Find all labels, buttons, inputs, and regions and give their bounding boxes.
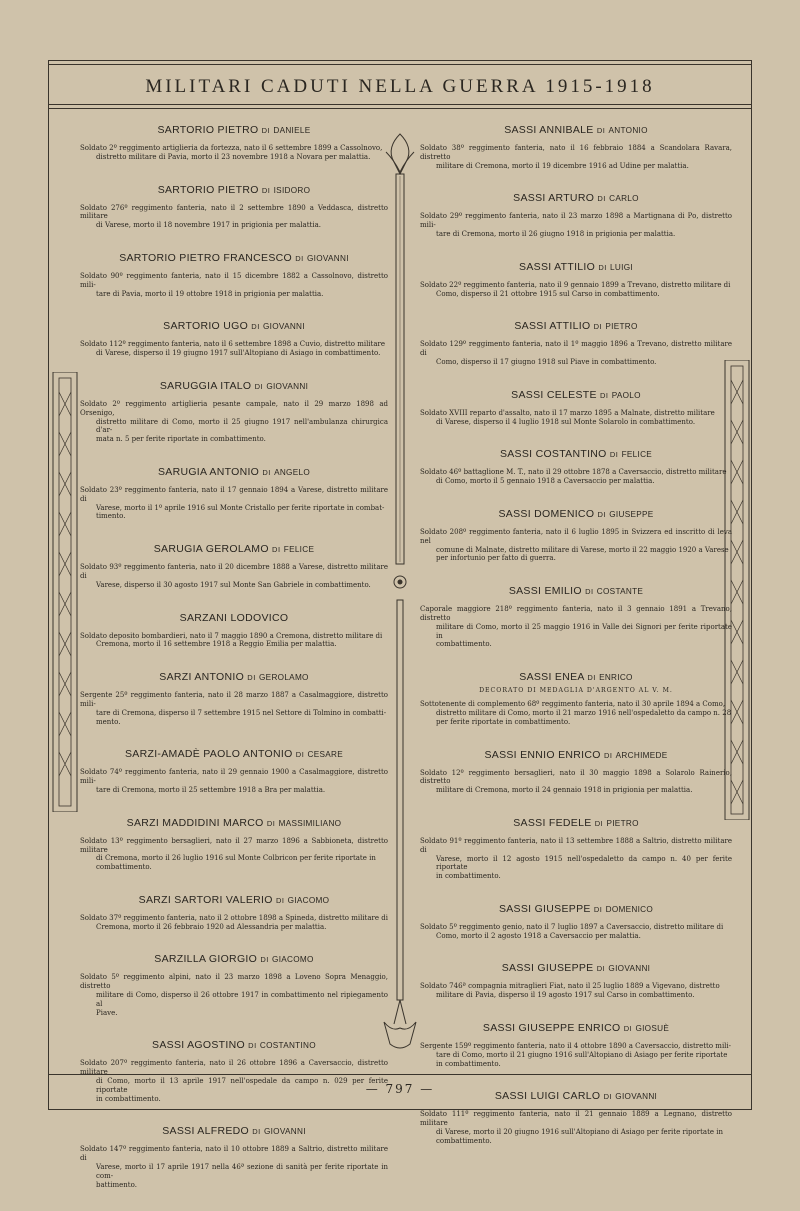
surname: SARZI SARTORI VALERIO	[138, 893, 273, 906]
casualty-entry	[420, 508, 732, 563]
description-line: Soldato 147º reggimento fanteria, nato il 10 ottobre 1889 a Saltrio, distretto militare di	[80, 1145, 388, 1163]
casualty-name	[420, 749, 732, 761]
surname: SARZI-AMADÈ PAOLO ANTONIO	[125, 748, 293, 761]
description-line: Soldato 2º reggimento artiglieria da fortezza, nato il 6 settembre 1899 a Cassolnovo,	[80, 144, 383, 152]
casualty-name	[420, 817, 732, 829]
patronymic-prefix: DI	[295, 750, 305, 760]
description-line: mento.	[96, 717, 121, 726]
father-name: GIUSEPPE	[609, 509, 654, 519]
casualty-entry	[80, 380, 388, 444]
casualty-entry	[80, 894, 388, 932]
description-line: Soldato 22º reggimento fanteria, nato il 9 gennaio 1899 a Trevano, distretto militare di	[420, 280, 731, 289]
patronymic-prefix: DI	[262, 467, 271, 477]
casualty-entry	[80, 252, 388, 298]
patronymic-prefix: DI	[248, 1041, 257, 1051]
surname: SASSI ENNIO ENRICO	[484, 748, 601, 761]
surname: SASSI EMILIO	[508, 585, 582, 598]
surname: SARZANI LODOVICO	[179, 611, 289, 624]
patronymic-prefix: DI	[252, 1127, 261, 1137]
description-line: Soldato 37º reggimento fanteria, nato il 2 ottobre 1898 a Spineda, distretto militare di	[80, 913, 388, 922]
description-line: Sergente 159º reggimento fanteria, nato il 4 ottobre 1890 a Caversaccio, distretto mili-	[420, 1042, 732, 1051]
description-line: Como, disperso il 17 giugno 1918 sul Piave in combattimento.	[436, 357, 657, 366]
patronymic-prefix: DI	[266, 818, 276, 828]
description-line: Varese, morto il 1º aprile 1916 sul Monte Cristallo per ferite riportate in combat-	[96, 503, 385, 512]
patronymic-prefix: DI	[609, 450, 619, 460]
description-line: Soldato 46º battaglione M. T., nato il 29 ottobre 1878 a Caversaccio, distretto militare	[420, 468, 727, 477]
casualty-entry	[420, 389, 732, 427]
patronymic-prefix: DI	[603, 1092, 613, 1102]
footer-rule	[48, 1074, 752, 1075]
description-line: Soldato 276º reggimento fanteria, nato il 2 settembre 1890 a Veddasca, distretto militare	[80, 203, 388, 221]
patronymic-prefix: DI	[600, 390, 609, 400]
surname: SARUGIA ANTONIO	[157, 465, 260, 478]
father-name: CARLO	[609, 194, 639, 204]
page-number: — 797 —	[365, 1082, 435, 1096]
casualty-name	[80, 671, 388, 683]
casualty-description	[80, 1145, 388, 1189]
description-line: distretto militare di Como, morto il 21 marzo 1916 nell'ospedaletto da campo n. 28	[436, 708, 732, 717]
casualty-entry	[80, 466, 388, 521]
casualty-name	[80, 748, 388, 760]
surname: SARTORIO PIETRO	[157, 183, 259, 196]
description-line: combattimento.	[96, 863, 152, 872]
casualty-name	[420, 261, 732, 273]
father-name: ISIDORO	[273, 185, 311, 195]
description-line: per infortunio per fatto di guerra.	[436, 554, 556, 563]
description-line: Varese, disperso il 30 agosto 1917 sul Monte San Gabriele in combattimento.	[96, 580, 371, 589]
father-name: FELICE	[283, 545, 315, 555]
casualty-name	[420, 389, 732, 401]
father-name: GIACOMO	[272, 955, 314, 965]
description-line: Soldato 5º reggimento genio, nato il 7 luglio 1897 a Caversaccio, distretto militare di	[420, 922, 724, 931]
casualty-entry	[420, 671, 732, 726]
surname: SASSI GIUSEPPE	[501, 962, 594, 975]
casualty-entry	[80, 671, 388, 726]
casualty-name	[80, 124, 388, 136]
casualty-description	[420, 982, 732, 1000]
description-line: combattimento.	[436, 1136, 492, 1145]
surname: SASSI ANNIBALE	[504, 124, 594, 136]
father-name: CESARE	[307, 750, 343, 760]
description-line: per ferite riportate in combattimento.	[436, 717, 571, 726]
surname: SASSI LUIGI CARLO	[494, 1090, 601, 1103]
description-line: Soldato 207º reggimento fanteria, nato il 26 ottobre 1896 a Caversaccio, distretto militare	[80, 1059, 388, 1077]
description-line: Varese, morto il 17 aprile 1917 nella 46ª sezione di sanità per ferite riportate in com-	[96, 1163, 388, 1180]
father-name: ANGELO	[274, 467, 311, 477]
casualty-entry	[80, 124, 388, 162]
description-line: Soldato 13º reggimento bersaglieri, nato il 27 marzo 1896 a Sabbioneta, distretto militare	[80, 836, 388, 854]
casualty-entry	[420, 124, 732, 170]
surname: SARTORIO PIETRO FRANCESCO	[119, 251, 293, 264]
description-line: militare di Cremona, morto il 19 dicembre 1916 ad Udine per malattia.	[436, 161, 689, 170]
patronymic-prefix: DI	[593, 322, 603, 332]
description-line: battimento.	[96, 1180, 137, 1189]
casualty-description	[80, 272, 388, 298]
description-line: combattimento.	[436, 640, 492, 649]
casualty-name	[80, 894, 388, 906]
father-name: ARCHIMEDE	[615, 750, 668, 760]
patronymic-prefix: DI	[623, 1024, 633, 1034]
casualty-description	[80, 486, 388, 521]
description-line: Soldato 74º reggimento fanteria, nato il 29 gennaio 1900 a Casalmaggiore, distretto mili-	[80, 768, 388, 786]
casualty-description	[420, 144, 732, 170]
casualty-name	[80, 380, 388, 392]
patronymic-prefix: DI	[295, 253, 304, 263]
casualty-entry	[80, 543, 388, 589]
casualty-name	[420, 508, 732, 520]
left-column	[80, 124, 388, 1211]
casualty-name	[80, 252, 388, 264]
title-rule	[48, 64, 752, 65]
description-line: Soldato 746ª compagnia mitraglieri Fiat, nato il 25 luglio 1889 a Vigevano, distretto	[420, 982, 720, 991]
casualty-description	[80, 837, 388, 872]
casualty-name	[420, 671, 732, 683]
description-line: in combattimento.	[436, 1059, 501, 1068]
casualty-description	[420, 468, 732, 486]
casualty-description	[420, 1110, 732, 1145]
casualty-description	[420, 409, 732, 427]
casualty-name	[420, 124, 732, 136]
casualty-name	[420, 962, 732, 974]
description-line: tare di Cremona, disperso il 7 settembre 1915 nel Settore di Tolmino in combatti-	[96, 708, 387, 717]
surname: SASSI ATTILIO	[514, 320, 591, 333]
description-line: tare di Cremona, morto il 26 giugno 1918 in prigionia per malattia.	[436, 229, 676, 238]
casualty-entry	[80, 184, 388, 230]
description-line: Soldato XVIII reparto d'assalto, nato il 17 marzo 1895 a Malnate, distretto militare	[420, 408, 715, 417]
casualty-entry	[420, 749, 732, 795]
father-name: COSTANTINO	[259, 1041, 316, 1051]
surname: SARTORIO UGO	[163, 320, 249, 333]
casualty-entry	[420, 962, 732, 1000]
description-line: distretto militare di Pavia, morto il 23 novembre 1918 a Novara per malattia.	[96, 152, 371, 161]
surname: SASSI ARTURO	[513, 192, 595, 205]
father-name: GIOVANNI	[263, 1127, 306, 1137]
casualty-entry	[80, 953, 388, 1017]
description-line: militare di Como, disperso il 26 ottobre 1917 in combattimento nel ripiegamento al	[96, 991, 388, 1008]
right-column	[420, 124, 732, 1168]
surname: SASSI ALFREDO	[162, 1125, 249, 1138]
surname: SASSI GIUSEPPE ENRICO	[482, 1022, 621, 1035]
patronymic-prefix: DI	[597, 194, 606, 204]
description-line: Soldato 38º reggimento fanteria, nato il 16 febbraio 1884 a Scandolara Ravara, distretto	[420, 144, 732, 161]
casualty-description	[80, 204, 388, 230]
casualty-description	[80, 632, 388, 650]
description-line: Soldato 91º reggimento fanteria, nato il 13 settembre 1888 a Saltrio, distretto militare di	[420, 836, 732, 854]
casualty-name	[420, 192, 732, 204]
description-line: Soldato 112º reggimento fanteria, nato il 6 settembre 1898 a Cuvio, distretto militare	[80, 340, 386, 349]
casualty-entry	[80, 817, 388, 872]
description-line: Soldato 111º reggimento fanteria, nato il 21 gennaio 1889 a Legnano, distretto militare	[420, 1110, 732, 1128]
description-line: Soldato 2º reggimento artiglieria pesante campale, nato il 29 marzo 1898 ad Orsenigo,	[80, 399, 388, 417]
casualty-name	[80, 543, 388, 555]
surname: SARUGIA GEROLAMO	[153, 543, 269, 556]
father-name: MASSIMILIANO	[278, 818, 342, 828]
casualty-description	[420, 837, 732, 881]
casualty-name	[80, 320, 388, 332]
description-line: in combattimento.	[436, 872, 501, 881]
father-name: PIETRO	[606, 818, 639, 828]
patronymic-prefix: DI	[275, 895, 285, 905]
casualty-entry	[80, 1125, 388, 1189]
father-name: FELICE	[621, 450, 653, 460]
casualty-description	[420, 281, 732, 299]
surname: SASSI ATTILIO	[519, 260, 596, 273]
casualty-description	[80, 973, 388, 1017]
casualty-entry	[420, 817, 732, 881]
patronymic-prefix: DI	[261, 126, 271, 135]
patronymic-prefix: DI	[247, 673, 256, 683]
surname: SASSI CELESTE	[511, 388, 597, 401]
casualty-name	[420, 448, 732, 460]
father-name: LUIGI	[610, 262, 633, 272]
father-name: GIOVANNI	[615, 1092, 658, 1102]
casualty-description	[80, 914, 388, 932]
description-line: Soldato 29º reggimento fanteria, nato il 23 marzo 1898 a Martignana di Po, distretto mili-	[420, 212, 732, 230]
father-name: DOMENICO	[605, 904, 654, 914]
father-name: COSTANTE	[596, 587, 644, 597]
father-name: GIOVANNI	[266, 381, 309, 391]
patronymic-prefix: DI	[254, 381, 264, 391]
casualty-entry	[420, 448, 732, 486]
description-line: tare di Cremona, morto il 25 settembre 1918 a Bra per malattia.	[96, 785, 326, 794]
page-title: MILITARI CADUTI NELLA GUERRA 1915-1918	[145, 76, 655, 97]
patronymic-prefix: DI	[603, 750, 613, 760]
father-name: PAOLO	[611, 390, 641, 400]
description-line: militare di Cremona, morto il 24 gennaio 1918 in prigionia per malattia.	[436, 786, 693, 795]
description-line: in combattimento.	[96, 1094, 161, 1103]
description-line: tare di Pavia, morto il 19 ottobre 1918 in prigionia per malattia.	[96, 289, 324, 298]
father-name: ANTONIO	[608, 126, 648, 135]
description-line: Soldato 208º reggimento fanteria, nato il 6 luglio 1895 in Svizzera ed inscritto di leva nel	[420, 527, 732, 545]
casualty-entry	[420, 1090, 732, 1145]
decoration-note: DECORATO DI MEDAGLIA D'ARGENTO AL V. M.	[479, 687, 673, 695]
surname: SARTORIO PIETRO	[157, 124, 259, 136]
casualty-description	[80, 768, 388, 794]
surname: SASSI AGOSTINO	[152, 1039, 245, 1052]
surname: SASSI GIUSEPPE	[498, 902, 591, 915]
casualty-name	[80, 184, 388, 196]
description-line: Soldato 129º reggimento fanteria, nato il 1º maggio 1896 a Trevano, distretto militare di	[420, 340, 732, 358]
casualty-entry	[80, 320, 388, 358]
patronymic-prefix: DI	[598, 262, 607, 272]
casualty-description	[420, 605, 732, 649]
surname: SARZILLA GIORGIO	[154, 953, 258, 966]
casualty-description	[80, 563, 388, 589]
patronymic-prefix: DI	[261, 185, 271, 195]
surname: SASSI DOMENICO	[498, 507, 595, 520]
patronymic-prefix: DI	[587, 673, 596, 683]
title-rule	[48, 108, 752, 109]
patronymic-prefix: DI	[596, 964, 606, 974]
father-name: DANIELE	[273, 126, 311, 135]
surname: SARUGGIA ITALO	[159, 379, 252, 392]
description-line: di Varese, morto il 20 giugno 1916 sull'Altopiano di Asiago per ferite riportate in	[436, 1128, 724, 1137]
father-name: GIOVANNI	[608, 964, 651, 974]
side-column-ornament	[51, 372, 79, 812]
description-line: mata n. 5 per ferite riportate in combattimento.	[96, 435, 266, 444]
casualty-entry	[80, 748, 388, 794]
casualty-description	[80, 340, 388, 358]
description-line: di Varese, disperso il 4 luglio 1918 sul Monte Solarolo in combattimento.	[436, 417, 696, 426]
description-line: Cremona, morto il 26 febbraio 1920 ad Alessandria per malattia.	[96, 922, 327, 931]
description-line: Piave.	[96, 1008, 118, 1017]
casualty-entry	[420, 261, 732, 299]
casualty-description	[80, 400, 388, 444]
father-name: GEROLAMO	[259, 673, 309, 683]
casualty-description	[80, 144, 388, 162]
description-line: militare di Como, morto il 25 maggio 1916 in Valle dei Signori per ferite riportate in	[436, 622, 732, 640]
surname: SASSI COSTANTINO	[499, 448, 607, 461]
patronymic-prefix: DI	[597, 509, 607, 519]
casualty-description	[420, 528, 732, 563]
description-line: distretto militare di Como, morto il 25 giugno 1917 nell'ambulanza chirurgica d'ar-	[96, 417, 388, 435]
casualty-entry	[420, 585, 732, 649]
casualty-name	[80, 1039, 388, 1051]
description-line: di Varese, morto il 18 novembre 1917 in prigionia per malattia.	[96, 221, 321, 230]
description-line: Sergente 25º reggimento fanteria, nato il 28 marzo 1887 a Casalmaggiore, distretto mili-	[80, 691, 388, 708]
surname: SASSI ENEA	[519, 671, 585, 684]
casualty-entry	[420, 1022, 732, 1068]
description-line: timento.	[96, 512, 126, 521]
father-name: GIOVANNI	[263, 322, 305, 332]
description-line: di Como, morto il 5 gennaio 1918 a Caversaccio per malattia.	[436, 477, 655, 486]
casualty-description	[420, 923, 732, 941]
casualty-name	[80, 612, 388, 624]
surname: SARZI MADDIDINI MARCO	[126, 816, 264, 829]
description-line: militare di Pavia, disperso il 19 agosto 1917 sul Carso in combattimento.	[436, 991, 695, 1000]
casualty-name	[420, 585, 732, 597]
father-name: ENRICO	[599, 673, 633, 683]
casualty-name	[420, 1022, 732, 1034]
casualty-description	[420, 769, 732, 795]
description-line: Soldato 23º reggimento fanteria, nato il 17 gennaio 1894 a Varese, distretto militare di	[80, 485, 388, 503]
description-line: tare di Como, morto il 21 giugno 1916 sull'Altopiano di Asiago per ferite riportate	[436, 1050, 728, 1059]
casualty-description	[420, 212, 732, 238]
surname: SARZI ANTONIO	[159, 671, 245, 684]
description-line: Soldato 5º reggimento alpini, nato il 23 marzo 1898 a Loveno Sopra Menaggio, distretto	[80, 973, 388, 991]
casualty-name	[420, 320, 732, 332]
description-line: di Como, morto il 13 aprile 1917 nell'ospedale da campo n. 029 per ferite riportate	[96, 1077, 388, 1094]
casualty-name	[80, 817, 388, 829]
description-line: Soldato 12º reggimento bersaglieri, nato il 30 maggio 1898 a Solarolo Rainerio, distretto	[420, 768, 732, 786]
casualty-name	[80, 953, 388, 965]
casualty-entry	[420, 903, 732, 941]
patronymic-prefix: DI	[596, 126, 606, 135]
description-line: di Cremona, morto il 26 luglio 1916 sul Monte Colbricon per ferite riportate in	[96, 854, 376, 863]
casualty-description	[420, 340, 732, 366]
father-name: GIACOMO	[287, 895, 330, 905]
patronymic-prefix: DI	[260, 955, 269, 965]
casualty-entry	[420, 192, 732, 238]
description-line: Soldato 90º reggimento fanteria, nato il 15 dicembre 1882 a Cassolnovo, distretto mili-	[80, 271, 388, 289]
description-line: di Varese, disperso il 19 giugno 1917 sull'Altopiano di Asiago in combattimento.	[96, 349, 381, 358]
casualty-description	[420, 1042, 732, 1068]
description-line: Como, morto il 2 agosto 1918 a Caversaccio per malattia.	[436, 931, 641, 940]
patronymic-prefix: DI	[594, 818, 604, 828]
description-line: comune di Malnate, distretto militare di Varese, morto il 22 maggio 1920 a Varese	[436, 545, 729, 554]
casualty-description	[80, 691, 388, 726]
father-name: GIOVANNI	[306, 253, 349, 263]
title-rule	[48, 104, 752, 105]
description-line: Sottotenente di complemento 68º reggimento fanteria, nato il 30 aprile 1894 a Como,	[420, 700, 726, 709]
casualty-description	[420, 700, 732, 726]
patronymic-prefix: DI	[272, 545, 281, 555]
patronymic-prefix: DI	[593, 904, 603, 914]
casualty-name	[80, 1125, 388, 1137]
surname: SASSI FEDELE	[513, 816, 592, 829]
description-line: Varese, morto il 12 agosto 1915 nell'ospedaletto da campo n. 40 per ferite riportate	[436, 854, 732, 872]
description-line: Soldato deposito bombardieri, nato il 7 maggio 1890 a Cremona, distretto militare di	[80, 631, 383, 640]
description-line: Caporale maggiore 218º reggimento fanteria, nato il 3 gennaio 1891 a Trevano, distretto	[420, 605, 732, 622]
description-line: Como, disperso il 21 ottobre 1915 sul Carso in combattimento.	[436, 289, 660, 298]
patronymic-prefix: DI	[251, 322, 260, 332]
description-line: Soldato 93º reggimento fanteria, nato il 20 dicembre 1888 a Varese, distretto militare di	[80, 563, 388, 580]
father-name: PIETRO	[605, 322, 638, 332]
description-line: Cremona, morto il 16 settembre 1918 a Reggio Emilia per malattia.	[96, 640, 337, 649]
casualty-name	[80, 466, 388, 478]
patronymic-prefix: DI	[585, 587, 594, 597]
casualty-entry	[80, 612, 388, 650]
casualty-name	[420, 903, 732, 915]
father-name: GIOSUÈ	[635, 1024, 670, 1034]
casualty-entry	[420, 320, 732, 366]
